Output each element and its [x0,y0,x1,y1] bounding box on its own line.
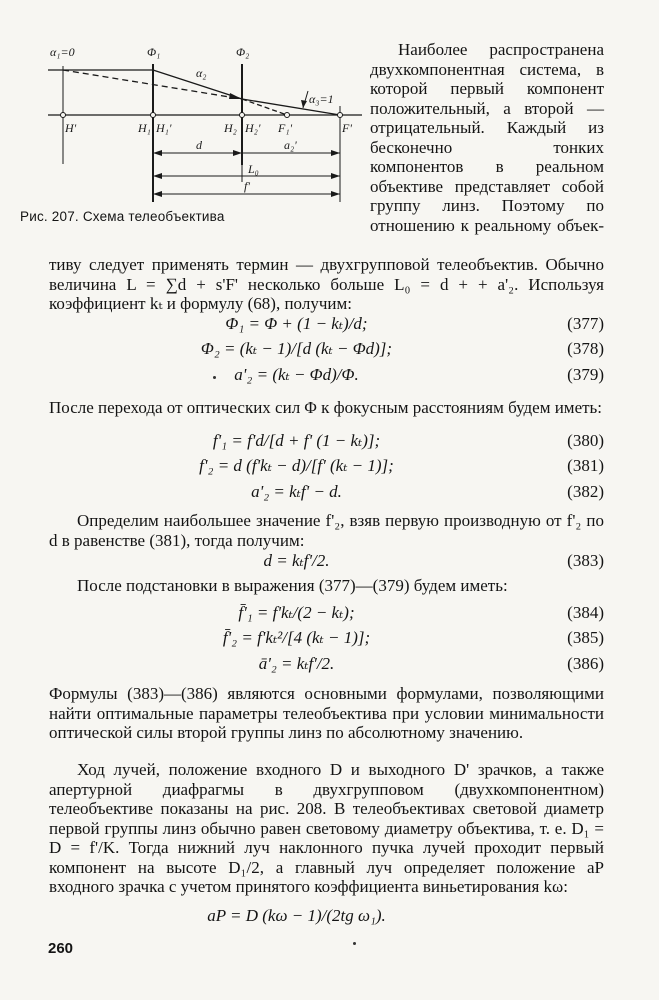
label-F1p: F₁' [278,121,293,135]
label-L0: L₀ [248,162,259,176]
arrow-L0-right [331,173,340,179]
label-Fp: F' [342,121,352,135]
equation-number: (377) [567,314,604,333]
paragraph-5 [49,684,604,743]
point-F1 [285,113,290,118]
equation-formula: ā'₂ = kₜf'/2. [258,654,335,673]
equation-formula: d = kₜf'/2. [263,551,330,570]
equation-number: (383) [567,551,604,570]
arrow-ray [229,93,242,99]
equation-formula: f̄'₁ = f'kₜ/(2 − kₜ); [238,603,355,622]
paragraph-5-text: Формулы (383)—(386) являются основными формулами, позволяющими найти оптимальные параметры телеобъектива при условии минимальности оптической силы второй группы линз по абсолютному значению. [49,684,604,742]
label-phi1: Φ₁ [147,45,161,59]
paragraph-1 [49,255,604,314]
side-text: Наиболее распространена двухкомпонентная система, в которой первый компонент положительный, а второй — отрицательный. Каждый из бесконечно тонких компонентов в реальном объективе представляет собой группу линз. Поэтому по отношению к реальному объек- [370,40,604,235]
paragraph-6-text: Ход лучей, положение входного D и выходного D' зрачков, а также апертурной диафрагмы в двухгрупповом (двухкомпонентном) телеобъективе показаны на рис. 208. В телеобъективах световой диаметр первой группы линз обычно равен световому диаметру объектива, т. е. D₁ = D = f'/K. Тогда нижний луч наклонного пучка лучей проходит первый компонент на высоте D₁/2, а главный луч определяет положение aP входного зрачка с учетом принятого коэффициента виньетирования kω: [49,760,604,896]
equation-383 [49,550,604,572]
equation-number: (382) [567,482,604,501]
label-H1: H₁ [138,121,151,135]
label-d: d [196,138,202,152]
equation-number: (379) [567,365,604,384]
equation-number: (384) [567,603,604,622]
arrow-alpha3 [301,100,307,108]
equation-formula: Φ₂ = (kₜ − 1)/[d (kₜ − Φd)]; [200,339,393,358]
arrow-L0-left [153,173,162,179]
ray-to-F1 [242,99,287,115]
equation-381 [49,455,604,477]
equation-number: (381) [567,456,604,475]
label-fp: f' [244,179,250,193]
label-H2: H₂ [224,121,237,135]
equation-number: (386) [567,654,604,673]
paragraph-2 [49,398,604,418]
figure-caption: Рис. 207. Схема телеобъектива [20,209,225,224]
label-H: H' [65,121,77,135]
equation-formula: f̄'₂ = f'kₜ²/[4 (kₜ − 1)]; [222,628,371,647]
telephoto-scheme-diagram [16,26,368,226]
equation-formula: a'₂ = (kₜ − Φd)/Φ. [234,365,359,384]
arrow-d-right [233,150,242,156]
equation-formula: a'₂ = kₜf' − d. [251,482,342,501]
label-H2p: H₂' [245,121,261,135]
label-a2p: a₂' [284,138,297,152]
arrow-f-left [153,191,162,197]
equation-number: (385) [567,628,604,647]
equation-formula: aP = D (kω − 1)/(2tg ω₁). [207,906,386,925]
point-F [338,113,343,118]
equation-378 [49,338,604,360]
arrow-a2-right [331,150,340,156]
page-number: 260 [48,940,74,957]
label-alpha3: α₃=1 [309,92,334,106]
equation-377 [49,313,604,335]
equation-382 [49,481,604,503]
equation-number: (378) [567,339,604,358]
side-paragraph [370,40,604,235]
figure-207 [16,26,368,262]
equation-formula: Φ₁ = Φ + (1 − kₜ)/d; [225,314,368,333]
equation-384 [49,602,604,624]
paragraph-2-text: После перехода от оптических сил Φ к фокусным расстояниям будем иметь: [49,398,603,417]
label-alpha2: α₂ [196,66,207,80]
label-alpha1: α₁=0 [50,45,75,59]
paragraph-4-text: После подстановки в выражения (377)—(379) будем иметь: [77,576,508,595]
equation-385 [49,627,604,649]
equation-379 [49,364,604,386]
equation-number: (380) [567,431,604,450]
paragraph-6 [49,760,604,897]
paragraph-1-text: тиву следует применять термин — двухгрупповой телеобъектив. Обычно величина L = ∑d + s'F' несколько больше L₀ = d + + a'₂. Используя коэффициент kₜ и формулу (68), получим: [49,255,604,313]
equation-formula: f'₁ = f'd/[d + f' (1 − kₜ)]; [212,431,381,450]
point-H2 [240,113,245,118]
label-phi2: Φ₂ [236,45,250,59]
arrow-d-left [153,150,162,156]
paragraph-4 [49,576,604,596]
point-H [61,113,66,118]
label-H1p: H₁' [156,121,172,135]
paragraph-3 [49,511,604,550]
print-speck [353,942,356,945]
paragraph-3-text: Определим наибольшее значение f'₂, взяв первую производную от f'₂ по d в равенстве (381), тогда получим: [49,511,604,550]
arrow-f-right [331,191,340,197]
equation-aP [49,905,604,927]
equation-386 [49,653,604,675]
equation-formula: f'₂ = d (f'kₜ − d)/[f' (kₜ − 1)]; [199,456,394,475]
equation-380 [49,430,604,452]
point-H1 [151,113,156,118]
